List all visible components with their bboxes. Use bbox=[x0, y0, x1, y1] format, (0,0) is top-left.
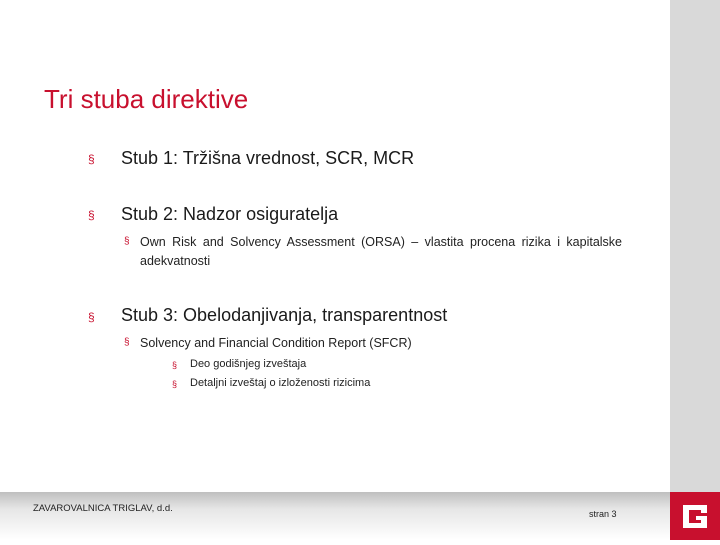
slide-title: Tri stuba direktive bbox=[44, 84, 249, 114]
bullet-icon: § bbox=[124, 236, 130, 247]
triglav-logo-icon bbox=[670, 492, 720, 540]
right-side-band bbox=[670, 0, 720, 540]
bullet-icon: § bbox=[124, 337, 130, 348]
sfcr-sub-1-text: Deo godišnjeg izveštaja bbox=[190, 358, 307, 370]
bullet-icon: § bbox=[88, 152, 95, 166]
footer-page-number: stran 3 bbox=[589, 509, 617, 519]
pillar-2-text: Stub 2: Nadzor osiguratelja bbox=[121, 204, 339, 224]
footer-bar bbox=[0, 492, 670, 540]
sfcr-sub-2-text: Detaljni izveštaj o izloženosti rizicima bbox=[190, 377, 371, 389]
bullet-icon: § bbox=[172, 379, 178, 389]
bullet-icon: § bbox=[88, 310, 95, 324]
bullet-icon: § bbox=[172, 360, 178, 370]
orsa-text: Own Risk and Solvency Assessment (ORSA) – vlastita procena rizika i kapitalske adekvatnosti bbox=[140, 235, 622, 268]
pillar-3-text: Stub 3: Obelodanjivanja, transparentnost bbox=[121, 305, 448, 325]
sfcr-text: Solvency and Financial Condition Report (SFCR) bbox=[140, 336, 412, 350]
bullet-icon: § bbox=[88, 208, 95, 222]
pillar-1-text: Stub 1: Tržišna vrednost, SCR, MCR bbox=[121, 148, 415, 168]
footer-company-name: ZAVAROVALNICA TRIGLAV, d.d. bbox=[33, 503, 173, 514]
